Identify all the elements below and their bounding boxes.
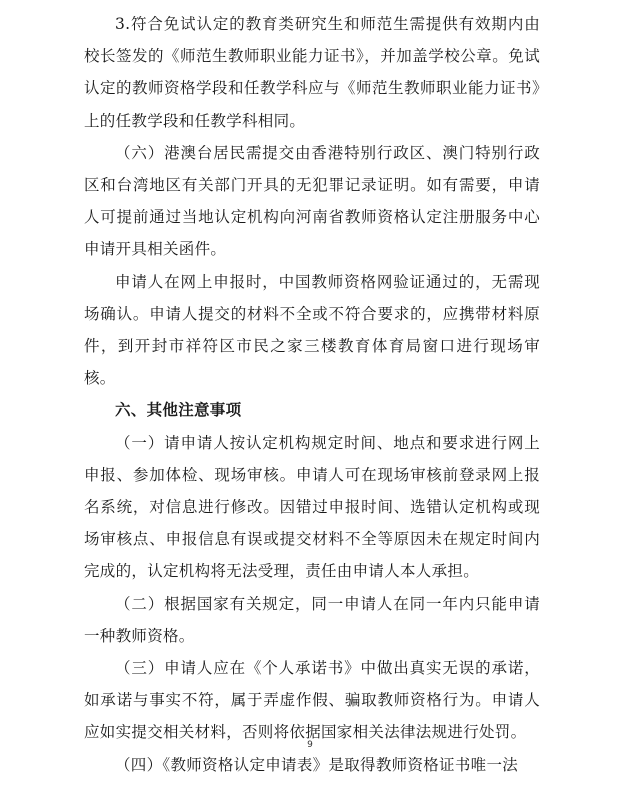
page-number: 9	[307, 740, 313, 750]
document-body	[84, 8, 540, 781]
paragraph-hk-macao-taiwan: （六）港澳台居民需提交由香港特别行政区、澳门特别行政区和台湾地区有关部门开具的无犯罪记录证明。如有需要，申请人可提前通过当地认定机构向河南省教师资格认定注册服务中心申请开具相关函件。	[84, 143, 540, 259]
paragraph-exempt-certificate: 3.符合免试认定的教育类研究生和师范生需提供有效期内由校长签发的《师范生教师职业能力证书》，并加盖学校公章。免试认定的教师资格学段和任教学科应与《师范生教师职业能力证书》上的任教学段和任教学科相同。	[84, 15, 540, 130]
paragraph-notice-4: （四）《教师资格认定申请表》是取得教师资格证书唯一法	[115, 755, 519, 774]
section-heading: 六、其他注意事项	[115, 401, 242, 420]
paragraph-notice-2: （二）根据国家有关规定，同一申请人在同一年内只能申请一种教师资格。	[84, 594, 540, 645]
paragraph-notice-1: （一）请申请人按认定机构规定时间、地点和要求进行网上申报、参加体检、现场审核。申请人可在现场审核前登录网上报名系统，对信息进行修改。因错过申报时间、选错认定机构或现场审核点、申报信息有误或提交材料不全等原因未在规定时间内完成的，认定机构将无法受理，责任由申请人本人承担。	[84, 433, 540, 581]
paragraph-notice-3: （三）申请人应在《个人承诺书》中做出真实无误的承诺，如承诺与事实不符，属于弄虚作假、骗取教师资格行为。申请人应如实提交相关材料，否则将依据国家相关法律法规进行处罚。	[84, 659, 540, 742]
paragraph-online-verification: 申请人在网上申报时，中国教师资格网验证通过的，无需现场确认。申请人提交的材料不全或不符合要求的，应携带材料原件，到开封市祥符区市民之家三楼教育体育局窗口进行现场审核。	[84, 272, 540, 388]
